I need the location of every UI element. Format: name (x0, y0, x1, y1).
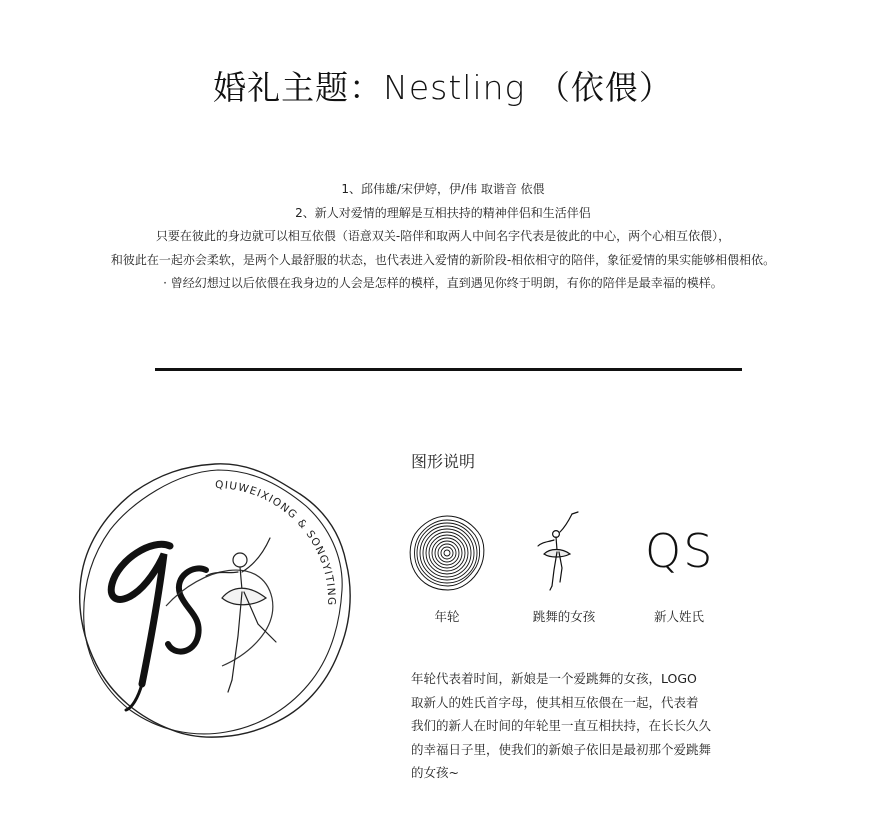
intro-line: · 曾经幻想过以后依偎在我身边的人会是怎样的模样，直到遇见你终于明朗，有你的陪伴是最幸福的模样。 (163, 276, 723, 291)
intro-line: 只要在彼此的身边就可以相互依偎（语意双关-陪伴和取两人中间名字代表是彼此的中心，两个心相互依偎）， (155, 229, 731, 244)
description-line: 的女孩~ (411, 765, 459, 780)
tree-ring-caption: 年轮 (434, 609, 460, 624)
intro-text (0, 178, 886, 296)
ballerina-icon (532, 510, 584, 592)
description-line: 的幸福日子里，使我们的新娘子依旧是最初那个爱跳舞 (411, 741, 712, 757)
page-title: 婚礼主题：Nestling （依偎） (213, 68, 673, 107)
wedding-logo (72, 458, 358, 744)
intro-line: 和彼此在一起亦会柔软，是两个人最舒服的状态，也代表进入爱情的新阶段-相依相守的陪伴，象征爱情的果实能够相偎相依。 (110, 252, 776, 267)
description-line: 年轮代表着时间，新娘是一个爱跳舞的女孩，LOGO (411, 671, 697, 686)
graphics-description (411, 667, 771, 785)
qs-caption: 新人姓氏 (653, 609, 704, 624)
ballerina-caption: 跳舞的女孩 (532, 609, 596, 624)
svg-text:QIUWEIXIONG & SONGYITING (215, 479, 337, 606)
description-line: 我们的新人在时间的年轮里一直互相扶持，在长长久久 (411, 718, 712, 733)
description-line: 取新人的姓氏首字母，使其相互依偎在一起，代表着 (411, 694, 699, 710)
qs-initials-icon: QS (645, 524, 715, 578)
logo-ring-text: QIUWEIXIONG & SONGYITING (214, 478, 338, 607)
divider (155, 368, 742, 371)
tree-ring-icon (408, 514, 486, 592)
intro-line: 1、邱伟雄/宋伊婷，伊/伟 取谐音 依偎 (341, 182, 545, 196)
graphics-title: 图形说明 (411, 452, 476, 471)
intro-line: 2、新人对爱情的理解是互相扶持的精神伴侣和生活伴侣 (295, 205, 591, 220)
